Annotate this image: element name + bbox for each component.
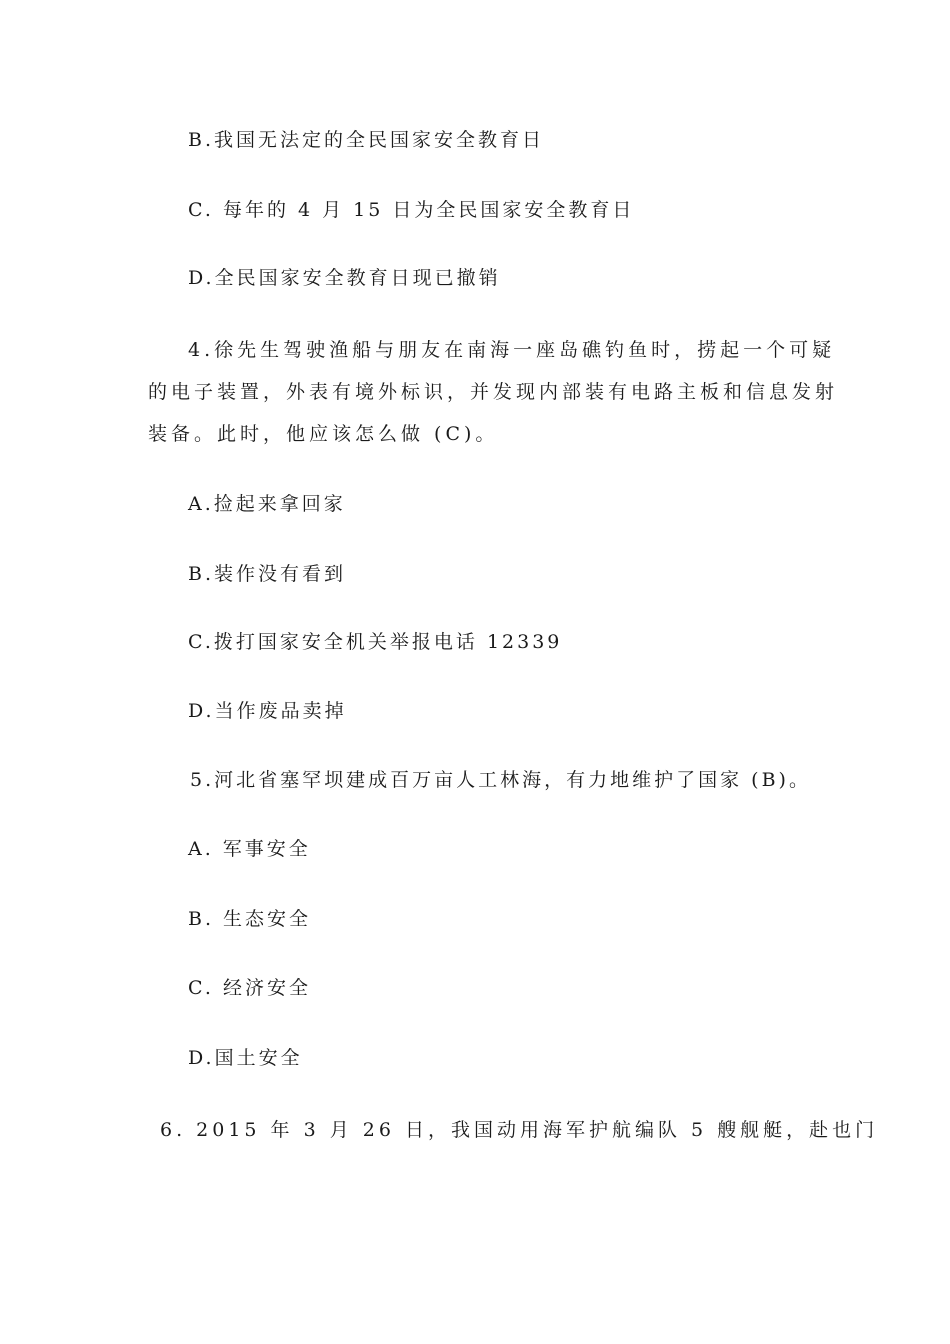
q4-option-c: C.拨打国家安全机关举报电话 12339 <box>188 631 563 653</box>
q3-option-b: B.我国无法定的全民国家安全教育日 <box>188 129 545 151</box>
q5-option-c: C. 经济安全 <box>188 977 311 999</box>
q4-stem-line-3: 装备。此时，他应该怎么做 (C)。 <box>148 423 499 445</box>
q4-option-a: A.捡起来拿回家 <box>188 493 346 515</box>
q5-option-d: D.国土安全 <box>188 1047 303 1069</box>
q5-stem: 5.河北省塞罕坝建成百万亩人工林海，有力地维护了国家 (B)。 <box>190 769 811 791</box>
q6-stem-line-1: 6. 2015 年 3 月 26 日，我国动用海军护航编队 5 艘舰艇，赴也门 <box>160 1119 879 1141</box>
q4-stem-line-2: 的电子装置，外表有境外标识，并发现内部装有电路主板和信息发射 <box>148 381 839 403</box>
q4-option-b: B.装作没有看到 <box>188 563 347 585</box>
q3-option-c: C. 每年的 4 月 15 日为全民国家安全教育日 <box>188 199 635 221</box>
q4-stem-line-1: 4.徐先生驾驶渔船与朋友在南海一座岛礁钓鱼时，捞起一个可疑 <box>188 339 836 361</box>
q4-option-d: D.当作废品卖掉 <box>188 700 347 722</box>
q3-option-d: D.全民国家安全教育日现已撤销 <box>188 267 501 289</box>
q5-option-a: A. 军事安全 <box>188 838 311 860</box>
q5-option-b: B. 生态安全 <box>188 908 312 930</box>
